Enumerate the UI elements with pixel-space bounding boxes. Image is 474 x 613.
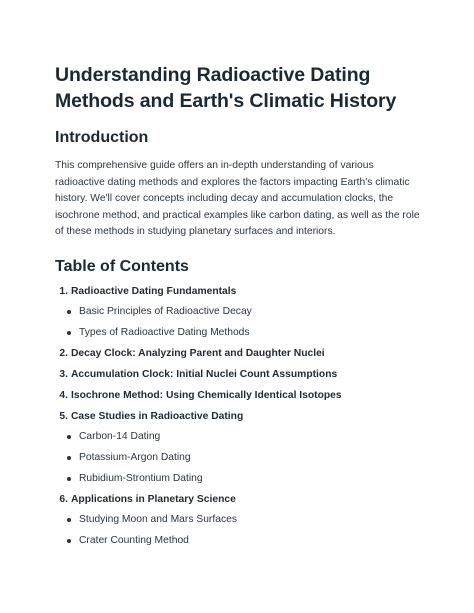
- toc-item-1: [55, 285, 425, 340]
- toc-item-label: Applications in Planetary Science: [71, 493, 236, 505]
- toc-number: 4.: [59, 389, 68, 401]
- bullet-icon: [67, 331, 71, 335]
- toc-item-2: [55, 347, 425, 361]
- toc-item-label: Accumulation Clock: Initial Nuclei Count Assumptions: [71, 368, 338, 380]
- bullet-icon: [67, 456, 71, 460]
- toc-item-3: [55, 368, 425, 382]
- toc-number: 5.: [59, 410, 68, 422]
- toc-item-label: Decay Clock: Analyzing Parent and Daughter Nuclei: [71, 347, 325, 359]
- toc-subitem-label: Crater Counting Method: [79, 534, 189, 546]
- toc-sublist: [55, 305, 425, 340]
- toc-subitem-label: Rubidium-Strontium Dating: [79, 472, 203, 484]
- toc-subitem-label: Studying Moon and Mars Surfaces: [79, 513, 237, 525]
- introduction-paragraph: This comprehensive guide offers an in-depth understanding of various radioactive dating methods and explores the factors impacting Earth's climatic history. We'll cover concepts including decay and accumulation clocks, the isochrone method, and practical examples like carbon dating, as well as the role of these methods in studying planetary surfaces and interiors.: [55, 160, 420, 237]
- document-content: [55, 62, 425, 548]
- bullet-icon: [67, 435, 71, 439]
- table-of-contents-heading: Table of Contents: [55, 257, 189, 275]
- document-title: Understanding Radioactive Dating Methods and Earth's Climatic History: [55, 64, 397, 112]
- introduction-heading: Introduction: [55, 129, 149, 146]
- toc-item-label: Isochrone Method: Using Chemically Identical Isotopes: [71, 389, 342, 401]
- toc-item-5: [55, 410, 425, 486]
- toc-number: 3.: [59, 368, 68, 380]
- toc-item-4: [55, 389, 425, 403]
- toc-number: 2.: [59, 347, 68, 359]
- toc-item-6: [55, 493, 425, 548]
- toc-sublist: [55, 430, 425, 486]
- toc-subitem: [55, 451, 425, 465]
- toc-number: 6.: [59, 493, 68, 505]
- toc-item-label: Radioactive Dating Fundamentals: [71, 285, 237, 297]
- toc-sublist: [55, 513, 425, 548]
- bullet-icon: [67, 539, 71, 543]
- bullet-icon: [67, 477, 71, 481]
- table-of-contents-list: [55, 285, 425, 548]
- bullet-icon: [67, 518, 71, 522]
- bullet-icon: [67, 310, 71, 314]
- toc-item-label: Case Studies in Radioactive Dating: [71, 410, 244, 422]
- toc-subitem: [55, 472, 425, 486]
- toc-number: 1.: [59, 285, 68, 297]
- toc-subitem-label: Carbon-14 Dating: [79, 430, 161, 442]
- toc-subitem-label: Potassium-Argon Dating: [79, 451, 191, 463]
- toc-subitem: [55, 430, 425, 444]
- toc-subitem: [55, 305, 425, 319]
- toc-subitem-label: Basic Principles of Radioactive Decay: [79, 305, 252, 317]
- toc-subitem-label: Types of Radioactive Dating Methods: [79, 326, 250, 338]
- toc-subitem: [55, 326, 425, 340]
- toc-subitem: [55, 534, 425, 548]
- toc-subitem: [55, 513, 425, 527]
